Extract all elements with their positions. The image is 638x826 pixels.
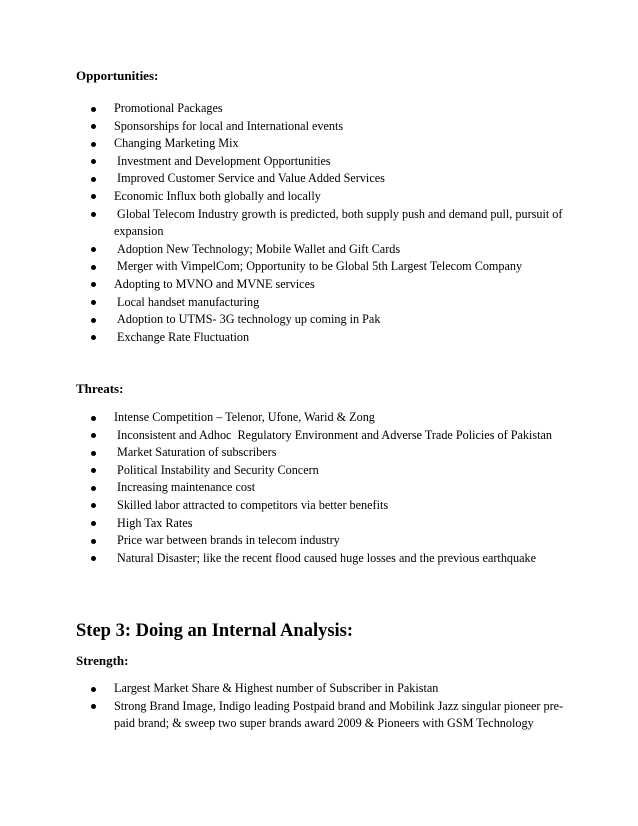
list-item: Promotional Packages <box>0 100 638 118</box>
bullet-icon <box>91 539 96 544</box>
bullet-icon <box>91 503 96 508</box>
strength-heading: Strength: <box>76 653 129 668</box>
list-item: Adoption to UTMS- 3G technology up coming in Pak <box>0 311 638 329</box>
list-item: Political Instability and Security Concern <box>0 462 638 480</box>
bullet-icon <box>91 124 96 129</box>
bullet-icon <box>91 416 96 421</box>
bullet-icon <box>91 107 96 112</box>
opportunities-list <box>0 100 638 346</box>
bullet-icon <box>91 300 96 305</box>
list-item: Natural Disaster; like the recent flood caused huge losses and the previous earthquake <box>0 550 638 568</box>
list-item: Price war between brands in telecom industry <box>0 532 638 550</box>
step3-heading: Step 3: Doing an Internal Analysis: <box>76 621 354 641</box>
list-item: Increasing maintenance cost <box>0 479 638 497</box>
bullet-icon <box>91 704 96 709</box>
bullet-icon <box>91 687 96 692</box>
bullet-icon <box>91 247 96 252</box>
list-item: Merger with VimpelCom; Opportunity to be Global 5th Largest Telecom Company <box>0 258 638 276</box>
list-item: Changing Marketing Mix <box>0 135 638 153</box>
bullet-icon <box>91 521 96 526</box>
list-item: Adoption New Technology; Mobile Wallet and Gift Cards <box>0 241 638 259</box>
bullet-icon <box>91 212 96 217</box>
bullet-icon <box>91 451 96 456</box>
list-item: Improved Customer Service and Value Added Services <box>0 170 638 188</box>
bullet-icon <box>91 486 96 491</box>
bullet-icon <box>91 468 96 473</box>
bullet-icon <box>91 433 96 438</box>
bullet-icon <box>91 556 96 561</box>
bullet-icon <box>91 282 96 287</box>
opportunities-heading: Opportunities: <box>76 68 159 83</box>
bullet-icon <box>91 318 96 323</box>
list-item: Strong Brand Image, Indigo leading Postpaid brand and Mobilink Jazz singular pioneer pre-paid brand; & sweep two super brands award 2009 & Pioneers with GSM Technology <box>0 698 638 733</box>
bullet-icon <box>91 194 96 199</box>
list-item: Global Telecom Industry growth is predicted, both supply push and demand pull, pursuit of expansion <box>0 206 638 241</box>
list-item: High Tax Rates <box>0 515 638 533</box>
list-item: Adopting to MVNO and MVNE services <box>0 276 638 294</box>
list-item: Investment and Development Opportunities <box>0 153 638 171</box>
bullet-icon <box>91 177 96 182</box>
list-item: Largest Market Share & Highest number of Subscriber in Pakistan <box>0 680 638 698</box>
list-item: Market Saturation of subscribers <box>0 444 638 462</box>
list-item: Economic Influx both globally and locally <box>0 188 638 206</box>
strength-list <box>0 680 638 733</box>
list-item: Exchange Rate Fluctuation <box>0 329 638 347</box>
threats-heading: Threats: <box>76 381 124 396</box>
list-item: Intense Competition – Telenor, Ufone, Warid & Zong <box>0 409 638 427</box>
list-item: Sponsorships for local and International events <box>0 118 638 136</box>
bullet-icon <box>91 159 96 164</box>
list-item: Local handset manufacturing <box>0 294 638 312</box>
threats-list <box>0 409 638 567</box>
bullet-icon <box>91 335 96 340</box>
bullet-icon <box>91 265 96 270</box>
list-item: Skilled labor attracted to competitors via better benefits <box>0 497 638 515</box>
list-item: Inconsistent and Adhoc Regulatory Environment and Adverse Trade Policies of Pakistan <box>0 427 638 445</box>
bullet-icon <box>91 142 96 147</box>
